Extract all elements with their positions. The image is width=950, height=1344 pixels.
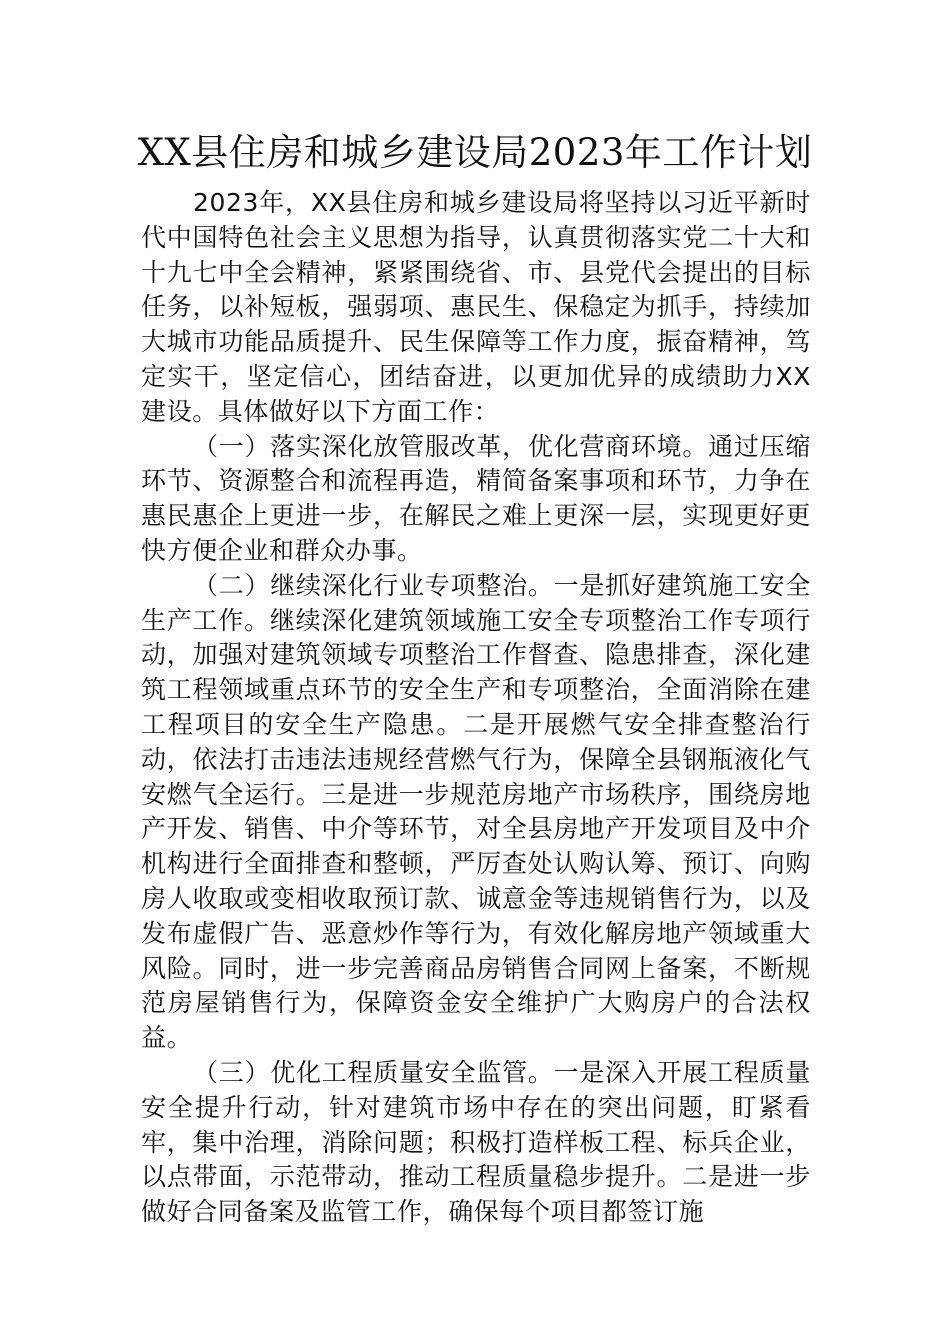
document-body [141, 186, 811, 1230]
document-title: XX县住房和城乡建设局2023年工作计划 [137, 131, 813, 174]
paragraph-section-1: （一）落实深化放管服改革，优化营商环境。通过压缩环节、资源整合和流程再造，精简备案事项和环节，力争在惠民惠企上更进一步，在解民之难上更深一层，实现更好更快方便企业和群众办事。 [141, 431, 811, 565]
paragraph-section-3: （三）优化工程质量安全监管。一是深入开展工程质量安全提升行动，针对建筑市场中存在的突出问题，盯紧看牢，集中治理，消除问题；积极打造样板工程、标兵企业，以点带面，示范带动，推动工程质量稳步提升。二是进一步做好合同备案及监管工作，确保每个项目都签订施 [141, 1057, 811, 1227]
paragraph-intro: 2023年，XX县住房和城乡建设局将坚持以习近平新时代中国特色社会主义思想为指导，认真贯彻落实党二十大和十九七中全会精神，紧紧围绕省、市、县党代会提出的目标任务，以补短板，强弱项、惠民生、保稳定为抓手，持续加大城市功能品质提升、民生保障等工作力度，振奋精神，笃定实干，坚定信心，团结奋进，以更加优异的成绩助力XX建设。具体做好以下方面工作： [141, 188, 811, 426]
paragraph-section-2: （二）继续深化行业专项整治。一是抓好建筑施工安全生产工作。继续深化建筑领域施工安全专项整治工作专项行动，加强对建筑领域专项整治工作督查、隐患排查，深化建筑工程领域重点环节的安全生产和专项整治，全面消除在建工程项目的安全生产隐患。二是开展燃气安全排查整治行动，依法打击违法违规经营燃气行为，保障全县钢瓶液化气安燃气全运行。三是进一步规范房地产市场秩序，围绕房地产开发、销售、中介等环节，对全县房地产开发项目及中介机构进行全面排查和整顿，严厉查处认购认筹、预订、向购房人收取或变相收取预订款、诚意金等违规销售行为，以及发布虚假广告、恶意炒作等行为，有效化解房地产领域重大风险。同时，进一步完善商品房销售合同网上备案，不断规范房屋销售行为，保障资金安全维护广大购房户的合法权益。 [141, 570, 811, 1053]
